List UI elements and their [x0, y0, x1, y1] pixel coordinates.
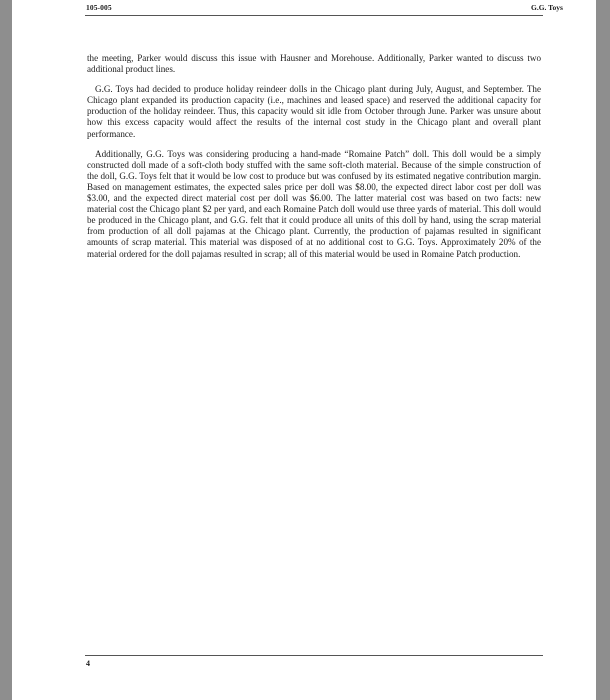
viewer-left-border: [0, 0, 12, 700]
document-page: [12, 0, 596, 700]
case-number: 105-005: [86, 3, 112, 12]
page-number: 4: [86, 659, 90, 668]
header-divider: [85, 15, 543, 16]
paragraph-romaine-patch: Additionally, G.G. Toys was considering producing a hand-made “Romaine Patch” doll. This doll would be a simply constructed doll made of a soft-cloth body stuffed with the same soft-cloth material. Because of the simple construction of the doll, G.G. Toys felt that it would be low cost to produce but was confused by its estimated negative contribution margin. Based on management estimates, the expected sales price per doll was $8.00, the expected direct labor cost per doll was $3.00, and the expected direct material cost per doll was $6.00. The latter material cost was based on two facts: new material cost the Chicago plant $2 per yard, and each Romaine Patch doll would use three yards of material. This doll would be produced in the Chicago plant, and G.G. felt that it could produce all units of this doll by hand, using the scrap material from production of all doll pajamas at the Chicago plant. Currently, the production of pajamas resulted in significant amounts of scrap material. This material was disposed of at no additional cost to G.G. Toys. Approximately 20% of the material ordered for the doll pajamas resulted in scrap; all of this material would be used in Romaine Patch production.: [87, 148, 541, 259]
paragraph-continuation: the meeting, Parker would discuss this issue with Hausner and Morehouse. Additionally, Parker wanted to discuss two additional product lines.: [87, 53, 541, 75]
document-body: [87, 53, 541, 269]
paragraph-reindeer-dolls: G.G. Toys had decided to produce holiday reindeer dolls in the Chicago plant during July, August, and September. The Chicago plant expanded its production capacity (i.e., machines and leased space) and reserved the additional capacity for production of the holiday reindeer. Thus, this capacity would sit idle from October through June. Parker was unsure about how this excess capacity would affect the results of the internal cost study in the Chicago plant and overall plant performance.: [87, 84, 541, 139]
company-name: G.G. Toys: [531, 3, 563, 12]
footer-divider: [85, 655, 543, 656]
viewer-right-border: [596, 0, 610, 700]
